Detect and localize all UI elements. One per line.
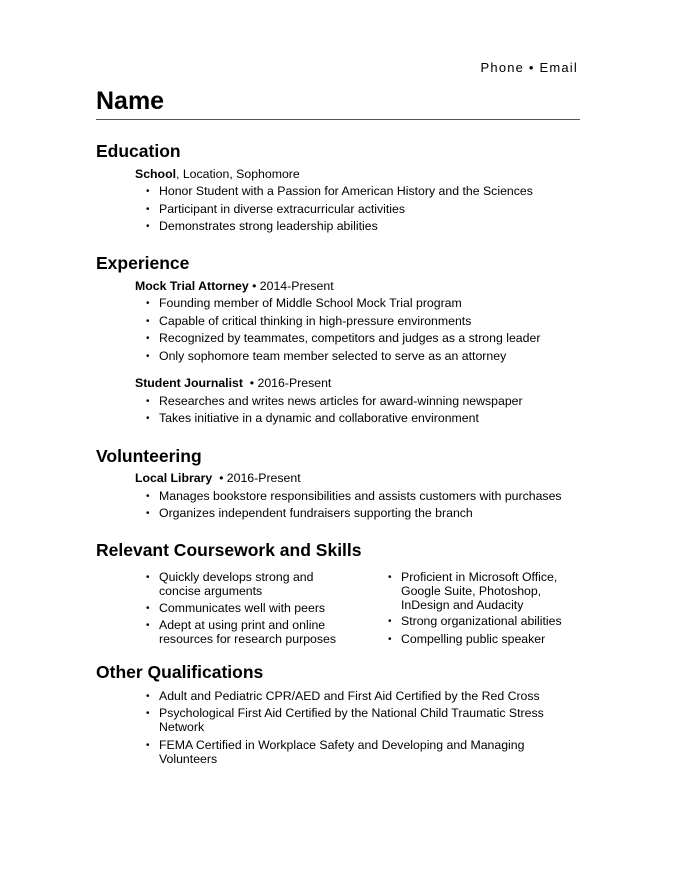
bullet-icon: • bbox=[146, 413, 150, 424]
list-item bbox=[146, 314, 589, 328]
list-item bbox=[146, 689, 589, 703]
list-item bbox=[146, 219, 589, 233]
bullet-icon: • bbox=[146, 221, 150, 232]
list-item bbox=[146, 296, 589, 310]
list-item-text: Recognized by teammates, competitors and judges as a strong leader bbox=[159, 331, 541, 345]
list-item bbox=[388, 614, 581, 628]
list-item-text: Communicates well with peers bbox=[159, 601, 326, 615]
list-item bbox=[146, 394, 589, 408]
list-item bbox=[146, 411, 589, 425]
list-item-text: Takes initiative in a dynamic and collaborative environment bbox=[159, 411, 479, 425]
bullet-icon: • bbox=[388, 634, 392, 645]
list-item-text: Manages bookstore responsibilities and assists customers with purchases bbox=[159, 489, 562, 503]
list-item-text: Strong organizational abilities bbox=[401, 614, 562, 628]
experience-entry-header bbox=[135, 376, 331, 390]
job-dates: • 2014-Present bbox=[248, 279, 334, 293]
bullet-icon: • bbox=[388, 572, 392, 583]
list-item bbox=[146, 184, 589, 198]
list-item bbox=[146, 601, 344, 615]
list-item bbox=[146, 506, 589, 520]
list-item bbox=[146, 706, 549, 734]
list-item bbox=[146, 738, 529, 766]
job-role: Student Journalist bbox=[135, 376, 243, 390]
bullet-icon: • bbox=[146, 298, 150, 309]
list-item-text: Quickly develops strong and concise arguments bbox=[159, 570, 314, 598]
bullet-icon: • bbox=[388, 616, 392, 627]
list-item-text: Proficient in Microsoft Office, Google Suite, Photoshop, InDesign and Audacity bbox=[401, 570, 558, 612]
volunteer-dates: • 2016-Present bbox=[212, 471, 301, 485]
list-item-text: Adept at using print and online resources for research purposes bbox=[159, 618, 337, 646]
list-item-text: Only sophomore team member selected to serve as an attorney bbox=[159, 349, 507, 363]
list-item-text: Researches and writes news articles for award-winning newspaper bbox=[159, 394, 523, 408]
bullet-icon: • bbox=[146, 708, 150, 719]
contact-info: Phone • Email bbox=[480, 60, 578, 75]
list-item bbox=[388, 632, 581, 646]
list-item bbox=[388, 570, 581, 612]
bullet-icon: • bbox=[146, 620, 150, 631]
list-item-text: Organizes independent fundraisers supporting the branch bbox=[159, 506, 473, 520]
bullet-icon: • bbox=[146, 691, 150, 702]
list-item-text: Participant in diverse extracurricular activities bbox=[159, 202, 406, 216]
bullet-icon: • bbox=[146, 333, 150, 344]
section-title-qualifications: Other Qualifications bbox=[96, 662, 264, 682]
list-item bbox=[146, 618, 344, 646]
list-item-text: Capable of critical thinking in high-pressure environments bbox=[159, 314, 472, 328]
list-item-text: Founding member of Middle School Mock Trial program bbox=[159, 296, 462, 310]
list-item bbox=[146, 202, 589, 216]
school-name: School bbox=[135, 167, 176, 181]
candidate-name: Name bbox=[96, 87, 165, 115]
experience-entry-header bbox=[135, 279, 334, 293]
section-title-education: Education bbox=[96, 141, 181, 161]
bullet-icon: • bbox=[146, 396, 150, 407]
volunteering-entry-header bbox=[135, 471, 301, 485]
section-title-volunteering: Volunteering bbox=[96, 446, 202, 466]
section-title-skills: Relevant Coursework and Skills bbox=[96, 540, 362, 560]
job-dates: • 2016-Present bbox=[242, 376, 332, 390]
bullet-icon: • bbox=[146, 572, 150, 583]
bullet-icon: • bbox=[146, 740, 150, 751]
bullet-icon: • bbox=[146, 316, 150, 327]
volunteer-role: Local Library bbox=[135, 471, 213, 485]
list-item bbox=[146, 331, 589, 345]
bullet-icon: • bbox=[146, 186, 150, 197]
list-item bbox=[146, 489, 589, 503]
list-item bbox=[146, 570, 344, 598]
education-entry-header bbox=[135, 167, 300, 181]
bullet-icon: • bbox=[146, 491, 150, 502]
job-role: Mock Trial Attorney bbox=[135, 279, 249, 293]
list-item-text: Adult and Pediatric CPR/AED and First Aid Certified by the Red Cross bbox=[159, 689, 540, 703]
bullet-icon: • bbox=[146, 204, 150, 215]
school-details: , Location, Sophomore bbox=[176, 167, 300, 181]
list-item-text: Honor Student with a Passion for American History and the Sciences bbox=[159, 184, 533, 198]
header-divider bbox=[96, 119, 580, 120]
list-item-text: Demonstrates strong leadership abilities bbox=[159, 219, 378, 233]
list-item-text: Compelling public speaker bbox=[401, 632, 546, 646]
bullet-icon: • bbox=[146, 351, 150, 362]
list-item bbox=[146, 349, 589, 363]
list-item-text: FEMA Certified in Workplace Safety and Developing and Managing Volunteers bbox=[159, 738, 525, 766]
list-item-text: Psychological First Aid Certified by the National Child Traumatic Stress Network bbox=[159, 706, 544, 734]
section-title-experience: Experience bbox=[96, 253, 190, 273]
bullet-icon: • bbox=[146, 603, 150, 614]
bullet-icon: • bbox=[146, 508, 150, 519]
